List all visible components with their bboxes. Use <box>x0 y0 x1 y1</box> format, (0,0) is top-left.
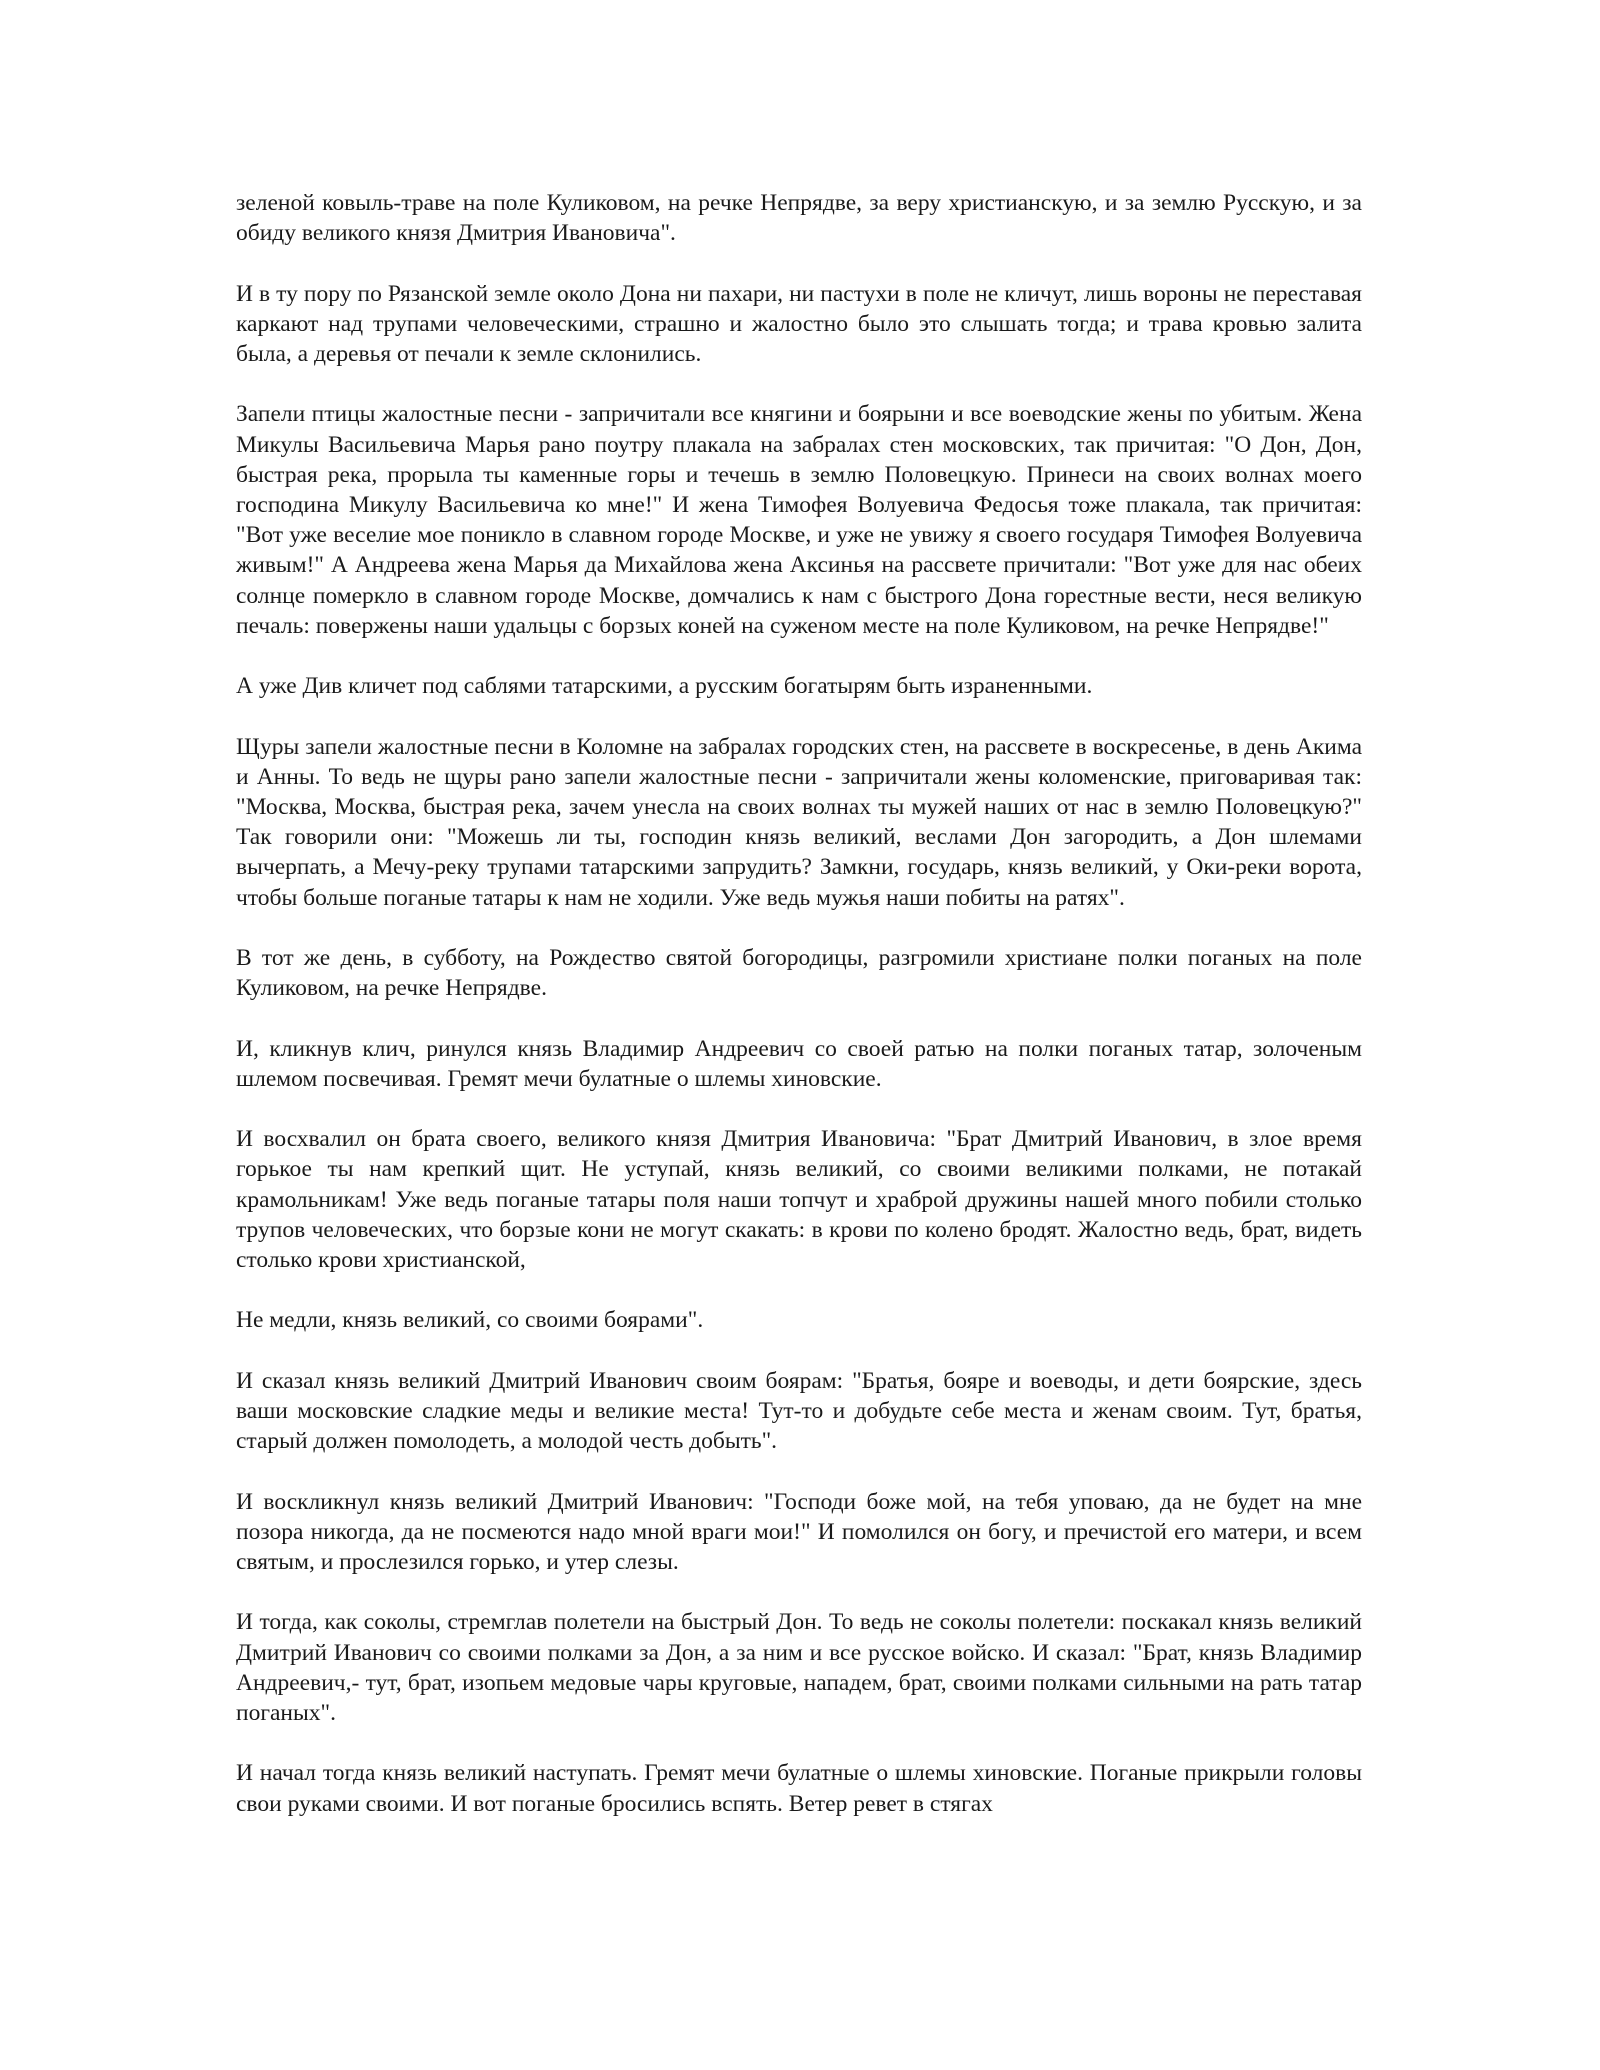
paragraph: Щуры запели жалостные песни в Коломне на забралах городских стен, на рассвете в воскресенье, в день Акима и Анны. То ведь не щуры рано запели жалостные песни - запричитали жены коломенские, приговаривая так: "Москва, Москва, быстрая река, зачем унесла на своих волнах ты мужей наших от нас в землю Половецкую?" Так говорили они: "Можешь ли ты, господин князь великий, веслами Дон загородить, а Дон шлемами вычерпать, а Мечу-реку трупами татарскими запрудить? Замкни, государь, князь великий, у Оки-реки ворота, чтобы больше поганые татары к нам не ходили. Уже ведь мужья наши побиты на ратях". <box>236 733 1362 911</box>
paragraph: И в ту пору по Рязанской земле около Дона ни пахари, ни пастухи в поле не кличут, лишь вороны не переставая каркают над трупами человеческими, страшно и жалостно было это слышать тогда; и трава кровью залита была, а деревья от печали к земле склонились. <box>236 280 1362 367</box>
paragraph: зеленой ковыль-траве на поле Куликовом, на речке Непрядве, за веру христианскую, и за землю Русскую, и за обиду великого князя Дмитрия Ивановича". <box>236 190 1362 247</box>
paragraph: И начал тогда князь великий наступать. Гремят мечи булатные о шлемы хиновские. Поганые прикрыли головы свои руками своими. И вот поганые бросились вспять. Ветер ревет в стягах <box>236 1760 1362 1817</box>
text-body <box>236 188 1362 1849</box>
paragraph: А уже Див кличет под саблями татарскими, а русским богатырям быть израненными. <box>236 673 1093 700</box>
paragraph: И, кликнув клич, ринулся князь Владимир Андреевич со своей ратью на полки поганых татар, золоченым шлемом посвечивая. Гремят мечи булатные о шлемы хиновские. <box>236 1035 1362 1092</box>
paragraph: И тогда, как соколы, стремглав полетели на быстрый Дон. То ведь не соколы полетели: поскакал князь великий Дмитрий Иванович со своими полками за Дон, а за ним и все русское войско. И сказал: "Брат, князь Владимир Андреевич,- тут, брат, изопьем медовые чары круговые, нападем, брат, своими полками сильными на рать татар поганых". <box>236 1609 1362 1726</box>
paragraph: Запели птицы жалостные песни - запричитали все княгини и боярыни и все воеводские жены по убитым. Жена Микулы Васильевича Марья рано поутру плакала на забралах стен московских, так причитая: "О Дон, Дон, быстрая река, прорыла ты каменные горы и течешь в землю Половецкую. Принеси на своих волнах моего господина Микулу Васильевича ко мне!" И жена Тимофея Волуевича Федосья тоже плакала, так причитая: "Вот уже веселие мое поникло в славном городе Москве, и уже не увижу я своего государя Тимофея Волуевича живым!" А Андреева жена Марья да Михайлова жена Аксинья на рассвете причитали: "Вот уже для нас обеих солнце померкло в славном городе Москве, домчались к нам с быстрого Дона горестные вести, неся великую печаль: повержены наши удальцы с борзых коней на суженом месте на поле Куликовом, на речке Непрядве!" <box>236 401 1362 639</box>
paragraph: В тот же день, в субботу, на Рождество святой богородицы, разгромили христиане полки поганых на поле Куликовом, на речке Непрядве. <box>236 945 1362 1002</box>
paragraph: И восхвалил он брата своего, великого князя Дмитрия Ивановича: "Брат Дмитрий Иванович, в злое время горькое ты нам крепкий щит. Не уступай, князь великий, со своими великими полками, не потакай крамольникам! Уже ведь поганые татары поля наши топчут и храброй дружины нашей много побили столько трупов человеческих, что борзые кони не могут скакать: в крови по колено бродят. Жалостно ведь, брат, видеть столько крови христианской, <box>236 1126 1362 1273</box>
paragraph: Не медли, князь великий, со своими боярами". <box>236 1307 704 1334</box>
paragraph: И сказал князь великий Дмитрий Иванович своим боярам: "Братья, бояре и воеводы, и дети боярские, здесь ваши московские сладкие меды и великие места! Тут-то и добудьте себе места и женам своим. Тут, братья, старый должен помолодеть, а молодой честь добыть". <box>236 1367 1362 1455</box>
paragraph: И воскликнул князь великий Дмитрий Иванович: "Господи боже мой, на тебя уповаю, да не будет на мне позора никогда, да не посмеются надо мной враги мои!" И помолился он богу, и пречистой его матери, и всем святым, и прослезился горько, и утер слезы. <box>236 1488 1362 1575</box>
